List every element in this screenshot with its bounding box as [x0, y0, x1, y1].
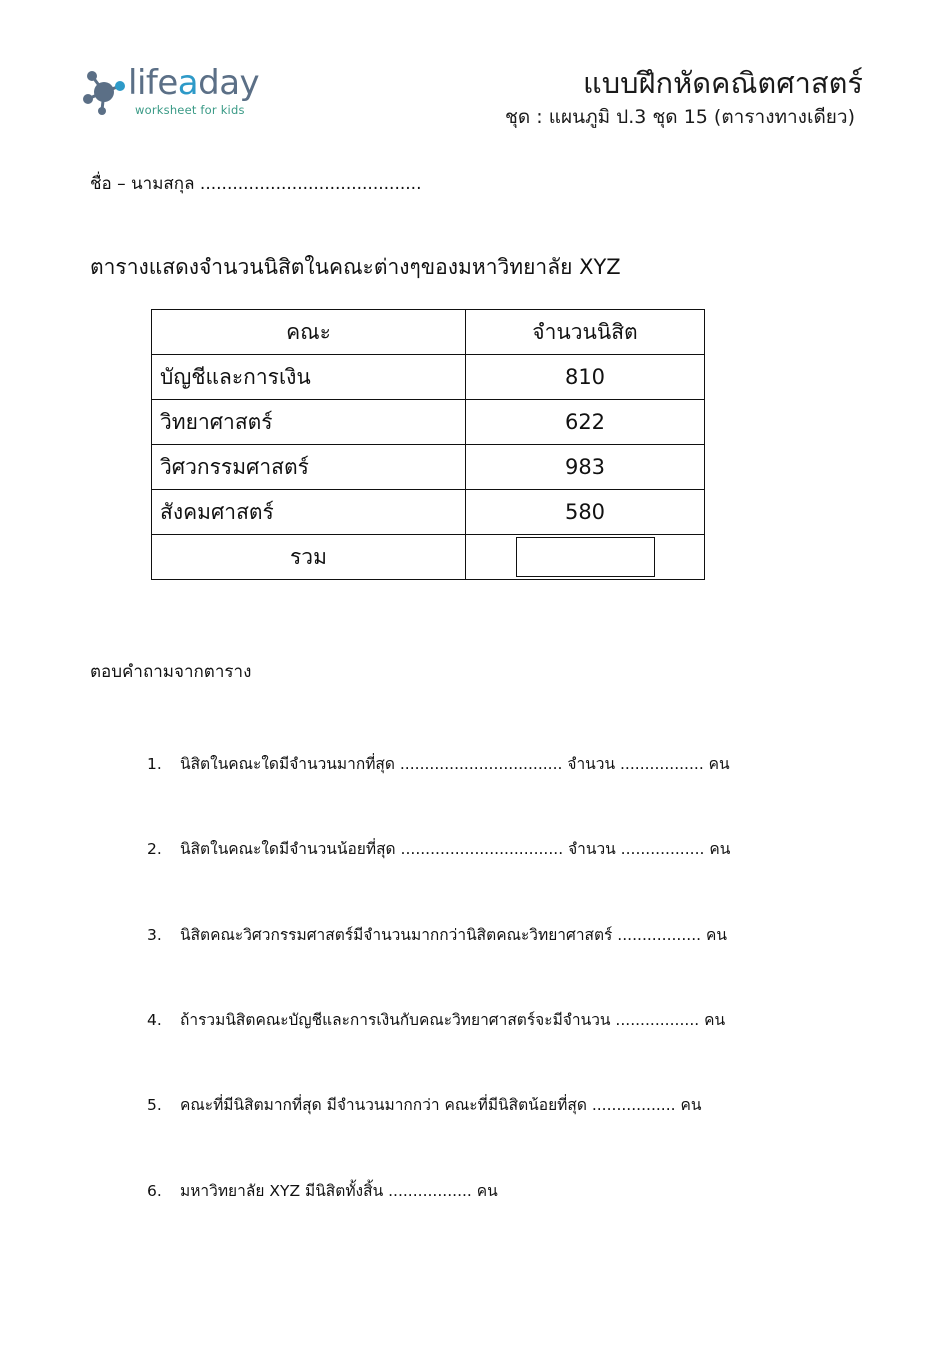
faculty-cell: บัญชีและการเงิน — [152, 355, 466, 400]
question-item — [147, 836, 730, 861]
students-cell: 983 — [466, 445, 705, 490]
lifeaday-logo — [82, 64, 282, 124]
question-item — [147, 1178, 498, 1203]
table-header-row — [152, 310, 705, 355]
students-cell: 810 — [466, 355, 705, 400]
faculty-cell: วิศวกรรมศาสตร์ — [152, 445, 466, 490]
total-answer-cell — [466, 535, 705, 580]
logo-wordmark: lifeaday — [128, 63, 260, 103]
column-header-faculty: คณะ — [152, 310, 466, 355]
table-heading: ตารางแสดงจำนวนนิสิตในคณะต่างๆของมหาวิทยาลัย XYZ — [90, 255, 621, 279]
table-row — [152, 445, 705, 490]
question-number: 1. — [147, 755, 162, 773]
question-item — [147, 1092, 701, 1117]
question-text: นิสิตคณะวิศวกรรมศาสตร์มีจำนวนมากกว่านิสิตคณะวิทยาศาสตร์ ................. คน — [180, 926, 727, 944]
question-number: 2. — [147, 840, 162, 858]
faculty-cell: สังคมศาสตร์ — [152, 490, 466, 535]
question-item — [147, 922, 727, 947]
faculty-students-table — [151, 309, 705, 580]
students-cell: 580 — [466, 490, 705, 535]
table-row — [152, 400, 705, 445]
logo-tagline: worksheet for kids — [135, 103, 245, 117]
question-item — [147, 1007, 725, 1032]
question-text: คณะที่มีนิสิตมากที่สุด มีจำนวนมากกว่า คณะที่มีนิสิตน้อยที่สุด ................. คน — [180, 1096, 702, 1114]
column-header-students: จำนวนนิสิต — [466, 310, 705, 355]
table-total-row — [152, 535, 705, 580]
molecule-logo-icon — [82, 66, 132, 116]
worksheet-title: แบบฝึกหัดคณิตศาสตร์ — [583, 66, 863, 100]
question-text: นิสิตในคณะใดมีจำนวนมากที่สุด ................................. จำนวน ................. คน — [180, 755, 730, 773]
table-row — [152, 490, 705, 535]
question-number: 4. — [147, 1011, 162, 1029]
question-text: นิสิตในคณะใดมีจำนวนน้อยที่สุด ................................. จำนวน ................. คน — [180, 840, 731, 858]
total-answer-box[interactable] — [516, 537, 655, 577]
question-text: ถ้ารวมนิสิตคณะบัญชีและการเงินกับคณะวิทยาศาสตร์จะมีจำนวน ................. คน — [180, 1011, 726, 1029]
questions-instruction: ตอบคำถามจากตาราง — [90, 662, 252, 682]
question-number: 6. — [147, 1182, 162, 1200]
name-field-line: ชื่อ – นามสกุล ......................................... — [90, 174, 422, 194]
total-label-cell: รวม — [152, 535, 466, 580]
worksheet-subtitle: ชุด : แผนภูมิ ป.3 ชุด 15 (ตารางทางเดียว) — [505, 106, 855, 128]
question-text: มหาวิทยาลัย XYZ มีนิสิตทั้งสิ้น ................. คน — [180, 1182, 498, 1200]
question-number: 5. — [147, 1096, 162, 1114]
question-item — [147, 751, 730, 776]
question-number: 3. — [147, 926, 162, 944]
faculty-cell: วิทยาศาสตร์ — [152, 400, 466, 445]
table-row — [152, 355, 705, 400]
students-cell: 622 — [466, 400, 705, 445]
